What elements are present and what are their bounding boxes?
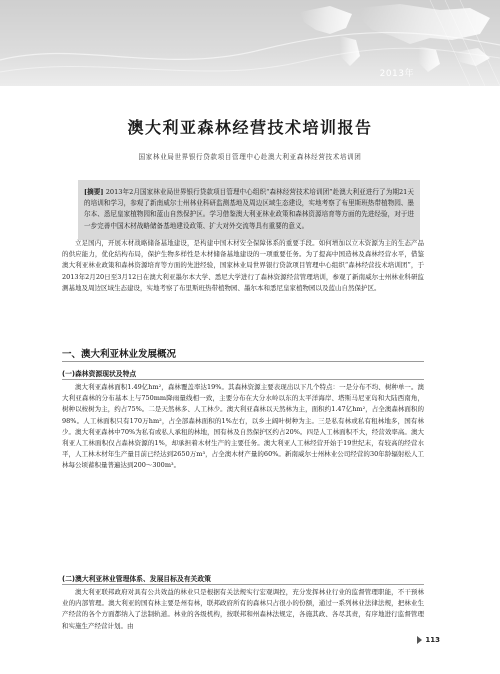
abstract-label: [摘要] bbox=[84, 188, 104, 196]
article-title: 澳大利亚森林经营技术培训报告 bbox=[127, 118, 373, 137]
page-number bbox=[417, 636, 440, 644]
section-heading: 一、澳大利亚林业发展概况 bbox=[62, 349, 177, 360]
world-map-graphic bbox=[0, 0, 500, 86]
page-number-text: 113 bbox=[425, 636, 440, 644]
subsection-heading-2: (二)澳大利亚林业管理体系、发展目标及有关政策 bbox=[62, 575, 211, 583]
subsection-paragraph-2 bbox=[62, 587, 424, 632]
intro-paragraph bbox=[62, 238, 424, 294]
subsection-paragraph-1 bbox=[62, 382, 424, 472]
abstract-box bbox=[78, 180, 420, 240]
subsection-heading-1: (一)森林资源现状及特点 bbox=[62, 370, 137, 378]
section-rule bbox=[62, 361, 424, 362]
subsection-rule-1 bbox=[62, 379, 424, 380]
year-badge: 2013年 bbox=[379, 69, 414, 79]
subsection-rule-2 bbox=[62, 584, 424, 585]
page-arrow-icon bbox=[417, 636, 422, 644]
intro-text: 立足国内，开展木材战略储备基地建设，是构建中国木材安全保障体系的重要手段。如何增加以立木资源为主的生态产品的供应能力，优化结构布局，保护生物多样性是木材储备基地建设的一项重要任务。为了提高中国造林及森林经营水平，借鉴澳大利亚林业政策和森林资源培育等方面的先进经验，国家林业局世界银行贷款项目管理中心组织“森林经营技术培训团”，于2013年2月20日至3月12日在澳大利亚墨尔本大学、悉尼大学进行了森林资源经营管理培训，参观了新南威尔士州林业科研监测基地及周边区域生态建设，实地考察了布里斯班热带植物园、墨尔本和悉尼皇家植物园以及蓝山自然保护区。 bbox=[62, 239, 424, 292]
article-authors: 国家林业局世界银行贷款项目管理中心赴澳大利亚森林经营技术培训团 bbox=[138, 153, 362, 161]
subsection-text-2: 澳大利亚联邦政府对具有公共效益的林业只是根据有关法规实行宏观调控，充分发挥林业行业的监督管理职能，不干预林业的内部管理。澳大利亚的国有林主要是州有林，联邦政府所有的森林只占很小的份额，通过一系列林业法律法规，把林业生产经营的各个方面都纳入了法制轨道。林业的各级机构，按联邦和州森林法规定，各施其政、各尽其责，有序地进行监督管理和实施生产经营计划。由 bbox=[62, 588, 424, 630]
header-banner bbox=[0, 0, 500, 86]
subsection-text-1: 澳大利亚森林面积1.49亿hm²，森林覆盖率达19%。其森林资源主要表现出以下几个特点：一是分布不均、树种单一。澳大利亚森林的分布基本上与750mm降雨量线相一致，主要分布在大分水岭以东的太平洋海岸、塔斯马尼亚岛和大陆西南角，树种以桉树为主，约占75%。二是天然林多、人工林少。澳大利亚森林以天然林为主，面积约1.47亿hm²，占全澳森林面积的98%。人工林面积只有170万hm²，占全部森林面积的1%左右，以乡土阔叶树种为主。三是私有林或私有租林地多，国有林少。澳大利亚森林中70%为私有或私人承租的林地，国有林及自然保护区约占20%。四是人工林面积不大，经营效率高。澳大利亚人工林面积仅占森林资源的1%，却承担着木材生产的主要任务。澳大利亚人工林经营开始于19世纪末，有较高的经营水平，人工林木材年生产量目前已经达到2650万m³，占全澳木材产量的60%。新南威尔士州林业公司经营的30年龄辐射松人工林每公顷蓄积量普遍达到200～300m³。 bbox=[62, 383, 424, 470]
abstract-text: 2013年2月国家林业局世界银行贷款项目管理中心组织“森林经营技术培训团”赴澳大利亚进行了为期21天的培训和学习，参观了新南威尔士州林业科研监测基地及周边区域生态建设，实地考察了布里斯班热带植物园、墨尔本、悉尼皇家植物园和蓝山自然保护区。学习借鉴澳大利亚林业政策和森林资源培育等方面的先进经验，对于进一步完善中国木材战略储备基地建设政策、扩大对外交流等具有重要的意义。 bbox=[84, 188, 414, 230]
